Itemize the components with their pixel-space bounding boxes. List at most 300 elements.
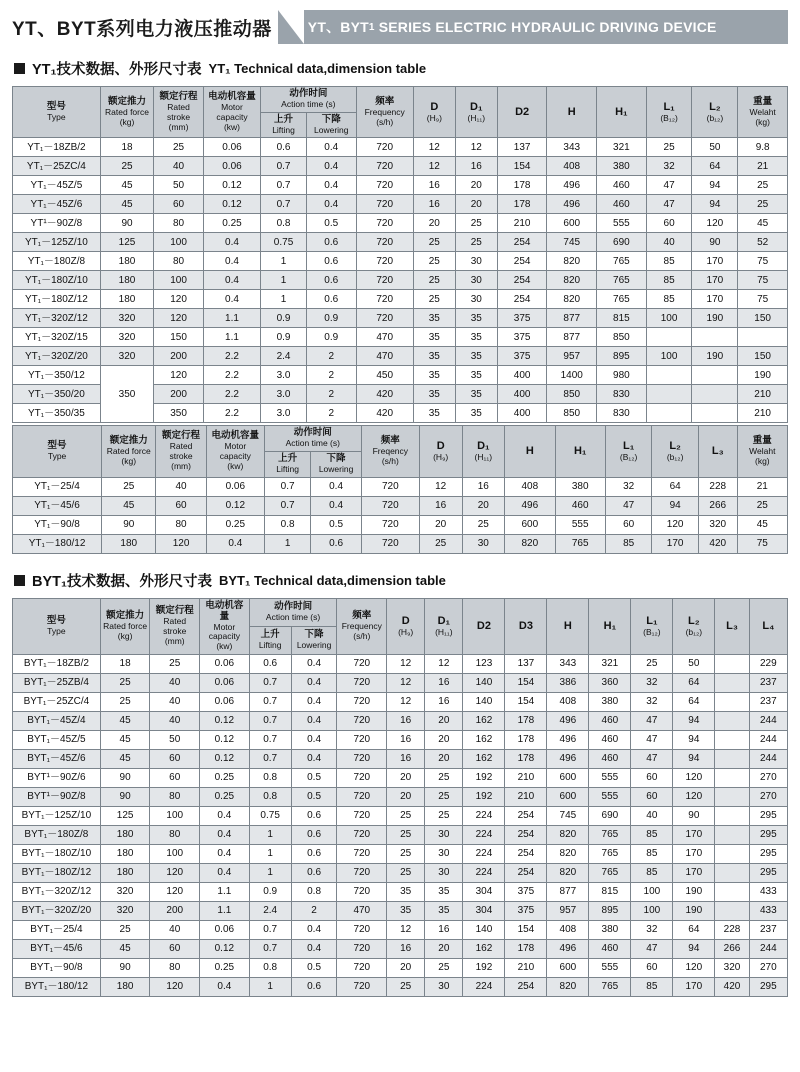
th3-motor-unit: (kw) [216,641,233,652]
cell-L1: 47 [631,730,673,749]
cell-freq: 470 [356,328,413,347]
cell-D1: 16 [425,673,463,692]
cell-L4: 433 [749,882,787,901]
cell-force: 45 [100,730,150,749]
cell-L3 [715,692,749,711]
byt-spec-table [12,598,788,997]
cell-force: 180 [100,290,153,309]
cell-D: 25 [413,290,455,309]
cell-lift: 0.9 [261,309,307,328]
th3-model-cn: 型号 [46,614,66,626]
cell-H1: 850 [597,328,647,347]
cell-H: 850 [547,385,597,404]
cell-force: 125 [100,806,150,825]
th2-L2-label: L₂ [669,440,681,453]
th2-frequency [361,426,419,477]
cell-D1: 25 [425,787,463,806]
cell-weight: 25 [738,176,788,195]
cell-freq: 420 [356,404,413,423]
cell-D1: 30 [425,863,463,882]
cell-L2: 170 [692,252,738,271]
table-row [13,958,788,977]
cell-motor: 0.25 [200,958,250,977]
cell-L2: 170 [652,534,699,553]
cell-lift: 0.8 [249,958,291,977]
cell-motor: 0.06 [203,138,260,157]
cell-H1: 815 [589,882,631,901]
cell-weight: 45 [738,214,788,233]
cell-force: 25 [100,673,150,692]
cell-freq: 720 [356,309,413,328]
cell-L2: 120 [673,768,715,787]
th-action-cn: 动作时间 [289,88,328,99]
cell-lift: 1 [249,977,291,996]
cell-D: 35 [413,328,455,347]
th-weight [738,87,788,138]
cell-L1: 47 [646,176,692,195]
cell-D2: 162 [463,730,505,749]
cell-H1: 321 [597,138,647,157]
cell-D2: 375 [497,309,547,328]
cell-freq: 720 [337,654,387,673]
cell-D1: 20 [425,711,463,730]
cell-freq: 720 [337,749,387,768]
table-row [13,233,788,252]
cell-stroke: 40 [150,711,200,730]
th-stroke-en: Rated stroke [166,102,191,122]
cell-force: 90 [100,768,150,787]
cell-motor: 1.1 [203,309,260,328]
cell-D2: 178 [497,176,547,195]
cell-stroke: 50 [154,176,204,195]
th3-L3-label: L₃ [726,619,738,632]
th-weight-cn: 重量 [753,95,773,107]
cell-D1: 30 [455,252,497,271]
th3-lift-cn: 上升 [260,629,280,640]
cell-D: 25 [413,252,455,271]
cell-model: BYT₁－18ZB/2 [13,654,101,673]
cell-D: 25 [387,977,425,996]
cell-force: 180 [100,977,150,996]
cell-D1: 35 [455,328,497,347]
cell-force: 320 [100,309,153,328]
cell-D3: 178 [505,711,547,730]
cell-lift: 0.7 [264,477,311,496]
cell-L2: 64 [692,157,738,176]
cell-lift: 0.7 [261,195,307,214]
cell-force: 320 [100,882,150,901]
table-row [13,939,788,958]
th3-model-en: Type [47,625,66,636]
cell-weight: 45 [737,515,787,534]
cell-force: 45 [100,195,153,214]
cell-D2: 375 [497,347,547,366]
cell-D3: 254 [505,977,547,996]
cell-force: 180 [100,863,150,882]
cell-force: 90 [100,787,150,806]
cell-motor: 0.06 [200,654,250,673]
cell-L1: 25 [631,654,673,673]
cell-weight: 75 [737,534,787,553]
th-motor [203,87,260,138]
th-stroke-unit: (mm) [168,121,189,132]
th-frequency [356,87,413,138]
cell-D: 12 [387,673,425,692]
table-row [13,328,788,347]
cell-lift: 0.7 [264,496,311,515]
cell-L3: 320 [715,958,749,977]
cell-D1: 30 [425,825,463,844]
cell-lift: 3.0 [261,385,307,404]
cell-model: YT₁－320Z/15 [13,328,101,347]
cell-H: 820 [505,534,555,553]
cell-weight: 25 [738,195,788,214]
cell-weight: 210 [738,404,788,423]
cell-H1: 815 [597,309,647,328]
cell-D: 16 [387,730,425,749]
cell-L2: 94 [652,496,699,515]
cell-D: 35 [413,366,455,385]
cell-D2: 304 [463,882,505,901]
cell-freq: 720 [361,477,419,496]
cell-H1: 895 [589,901,631,920]
th2-weight-unit: (kg) [754,456,770,467]
th-motor-cn: 电动机容量 [208,91,256,103]
cell-L2: 94 [673,711,715,730]
cell-model: BYT₁－45Z/4 [13,711,101,730]
th2-force-unit: (kg) [121,456,137,467]
cell-L1: 47 [605,496,652,515]
banner-en-rest: SERIES ELECTRIC HYDRAULIC DRIVING DEVICE [378,19,717,35]
th-force-en: Rated force [105,106,149,117]
cell-L2: 64 [673,673,715,692]
cell-D: 20 [413,214,455,233]
cell-model: BYT₁－25ZC/4 [13,692,101,711]
cell-stroke: 80 [154,214,204,233]
section-gap [12,556,788,570]
th2-stroke-cn: 额定行程 [162,430,201,442]
cell-stroke: 120 [150,977,200,996]
cell-lower: 2 [306,404,356,423]
cell-L4: 237 [749,692,787,711]
banner-separator [278,10,304,44]
cell-D: 35 [413,309,455,328]
th3-H-label: H [563,619,572,632]
section1-title-cn: YT₁技术数据、外形尺寸表 [32,62,202,78]
cell-H1: 460 [597,176,647,195]
cell-L1: 47 [646,195,692,214]
cell-L2: 94 [673,939,715,958]
cell-H1: 555 [597,214,647,233]
cell-L2: 170 [673,825,715,844]
cell-lower: 0.6 [291,825,337,844]
cell-stroke: 100 [154,233,204,252]
cell-H1: 380 [589,692,631,711]
cell-L1: 85 [631,977,673,996]
cell-D2: 140 [463,920,505,939]
cell-lift: 0.7 [249,711,291,730]
th3-D3 [505,598,547,654]
th3-force-unit: (kg) [117,630,133,641]
th2-lower-cn: 下降 [326,453,346,465]
cell-freq: 720 [356,290,413,309]
cell-D1: 25 [455,214,497,233]
byt-table-block [12,598,788,997]
cell-lower: 0.5 [291,958,337,977]
yt-spec-table [12,86,788,423]
cell-L2: 64 [673,692,715,711]
cell-L2: 120 [673,958,715,977]
cell-H1: 555 [589,787,631,806]
cell-lift: 0.8 [249,768,291,787]
cell-motor: 0.4 [203,290,260,309]
cell-stroke: 25 [150,654,200,673]
th3-D2 [463,598,505,654]
cell-stroke: 60 [150,749,200,768]
cell-lower: 2 [306,366,356,385]
cell-model: BYT₁－45Z/5 [13,730,101,749]
cell-stroke: 60 [150,768,200,787]
th2-motor [206,426,264,477]
th2-motor-unit: (kw) [227,460,244,471]
cell-force: 18 [100,654,150,673]
cell-weight: 75 [738,252,788,271]
table-row [13,534,788,553]
cell-force: 180 [100,825,150,844]
cell-D: 20 [387,768,425,787]
cell-weight: 75 [738,271,788,290]
cell-D2: 192 [463,768,505,787]
cell-model: BYT₁－180Z/8 [13,825,101,844]
cell-H: 820 [547,844,589,863]
cell-H1: 360 [589,673,631,692]
page-banner [12,10,788,44]
banner-en-sub: 1 [368,21,375,33]
cell-motor: 0.4 [200,844,250,863]
cell-D1: 35 [455,385,497,404]
cell-D2: 224 [463,863,505,882]
cell-D: 35 [387,901,425,920]
cell-D1: 35 [425,901,463,920]
cell-D1: 16 [455,157,497,176]
th2-stroke-unit: (mm) [171,460,191,471]
table-row [13,309,788,328]
cell-H: 496 [547,711,589,730]
th2-lift-en: Lifting [276,463,299,474]
th3-L4 [749,598,787,654]
byt-table-head [13,598,788,654]
cell-D1: 25 [455,233,497,252]
cell-L3 [715,787,749,806]
th3-lift-en: Lifting [258,639,282,650]
cell-D2: 224 [463,977,505,996]
cell-freq: 470 [356,347,413,366]
th3-action-time [249,598,337,626]
cell-H: 600 [547,214,597,233]
cell-H1: 765 [555,534,605,553]
cell-L3: 228 [698,477,737,496]
cell-stroke: 200 [150,901,200,920]
cell-stroke: 80 [154,252,204,271]
cell-L2: 94 [673,749,715,768]
cell-lift: 0.7 [249,692,291,711]
cell-D2: 254 [497,290,547,309]
cell-H1: 830 [597,404,647,423]
cell-lower: 0.6 [291,977,337,996]
th2-weight-en: Welaht [749,446,776,457]
cell-D1: 30 [462,534,505,553]
cell-model: BYT₁－180/12 [13,977,101,996]
th2-stroke [156,426,206,477]
cell-motor: 0.4 [206,534,264,553]
cell-model: BYT₁－25/4 [13,920,101,939]
th2-action-cn: 动作时间 [293,427,332,439]
cell-freq: 720 [337,730,387,749]
cell-L1: 60 [631,768,673,787]
cell-L1: 100 [646,347,692,366]
th-weight-en: Welaht [749,106,776,117]
cell-D: 25 [387,825,425,844]
cell-D2: 254 [497,271,547,290]
cell-stroke: 120 [154,309,204,328]
cell-H1: 321 [589,654,631,673]
cell-D: 25 [413,233,455,252]
cell-L1 [646,404,692,423]
section-title-byt [14,570,788,591]
cell-weight: 190 [738,366,788,385]
cell-D3: 154 [505,920,547,939]
th3-force-cn: 额定推力 [106,610,145,622]
cell-L4: 244 [749,730,787,749]
cell-model: YT₁－180/12 [13,534,102,553]
cell-weight: 75 [738,290,788,309]
cell-L4: 295 [749,977,787,996]
cell-stroke: 100 [150,844,200,863]
cell-lift: 1 [261,290,307,309]
cell-model: YT₁－350/35 [13,404,101,423]
cell-freq: 720 [356,195,413,214]
th3-D1-sub: (H₁₁) [435,626,453,637]
cell-D1: 16 [425,692,463,711]
th-weight-unit: (kg) [755,116,770,127]
cell-H1: 765 [589,844,631,863]
cell-H: 820 [547,290,597,309]
cell-lower: 0.4 [291,939,337,958]
th-D-sub: (H₉) [426,112,442,123]
th2-D-label: D [436,440,445,453]
cell-stroke: 120 [154,366,204,385]
cell-freq: 720 [337,920,387,939]
cell-D1: 35 [455,366,497,385]
cell-L3: 420 [715,977,749,996]
section2-title-en: BYT₁ Technical data,dimension table [219,572,446,588]
cell-L4: 295 [749,844,787,863]
cell-model: YT₁－350/12 [13,366,101,385]
cell-L1: 47 [631,939,673,958]
cell-D3: 210 [505,958,547,977]
cell-lower: 0.8 [291,882,337,901]
cell-model: YT₁－45/6 [13,496,102,515]
cell-H: 496 [547,749,589,768]
th-L1 [646,87,692,138]
cell-D2: 123 [463,654,505,673]
th-D-label: D [430,100,439,113]
cell-D1: 25 [425,806,463,825]
th2-lowering [311,452,361,478]
cell-L3 [715,654,749,673]
square-bullet-icon-2 [14,575,25,586]
cell-lift: 0.7 [249,939,291,958]
table-row [13,252,788,271]
cell-L1: 32 [631,673,673,692]
cell-force: 90 [100,214,153,233]
cell-weight: 52 [738,233,788,252]
table-row [13,768,788,787]
cell-L4: 270 [749,768,787,787]
cell-L1: 32 [605,477,652,496]
cell-model: YT₁－25/4 [13,477,102,496]
cell-lift: 0.7 [249,749,291,768]
cell-lift: 0.8 [261,214,307,233]
th3-action-en: Action time (s) [265,611,321,622]
cell-H1: 460 [597,195,647,214]
cell-model: YT₁－180Z/8 [13,252,101,271]
th-lift-en: Lifting [272,124,295,135]
th3-stroke-en: Rated stroke [163,616,187,636]
cell-motor: 0.06 [200,673,250,692]
cell-H: 850 [547,404,597,423]
cell-lower: 0.6 [306,252,356,271]
cell-force: 25 [100,920,150,939]
cell-D2: 162 [463,749,505,768]
cell-motor: 2.2 [203,404,260,423]
cell-L4: 270 [749,958,787,977]
cell-L2: 94 [692,176,738,195]
th-L2-label: L₂ [709,100,721,113]
th3-D-label: D [401,614,410,627]
cell-L1: 40 [631,806,673,825]
cell-motor: 0.06 [203,157,260,176]
cell-L1: 25 [646,138,692,157]
cell-D: 12 [413,138,455,157]
cell-H1: 460 [589,730,631,749]
cell-stroke: 40 [154,157,204,176]
cell-D: 16 [413,176,455,195]
cell-freq: 720 [356,252,413,271]
cell-stroke: 80 [150,958,200,977]
th2-H-label: H [525,445,534,458]
cell-D2: 162 [463,939,505,958]
th-action-time [261,87,356,113]
th-L1-sub: (B₁₂) [660,112,678,123]
cell-force: 45 [100,176,153,195]
th-lift-cn: 上升 [274,113,294,125]
cell-L1: 85 [631,863,673,882]
cell-D2: 304 [463,901,505,920]
cell-force: 320 [100,901,150,920]
cell-stroke: 40 [150,673,200,692]
table-row [13,977,788,996]
cell-L4: 244 [749,749,787,768]
cell-lower: 0.4 [291,749,337,768]
cell-lift: 0.75 [261,233,307,252]
cell-model: YT¹－90Z/8 [13,214,101,233]
cell-force: 90 [100,958,150,977]
cell-H1: 830 [597,385,647,404]
table-row [13,347,788,366]
cell-L1: 60 [631,958,673,977]
cell-H: 496 [547,176,597,195]
